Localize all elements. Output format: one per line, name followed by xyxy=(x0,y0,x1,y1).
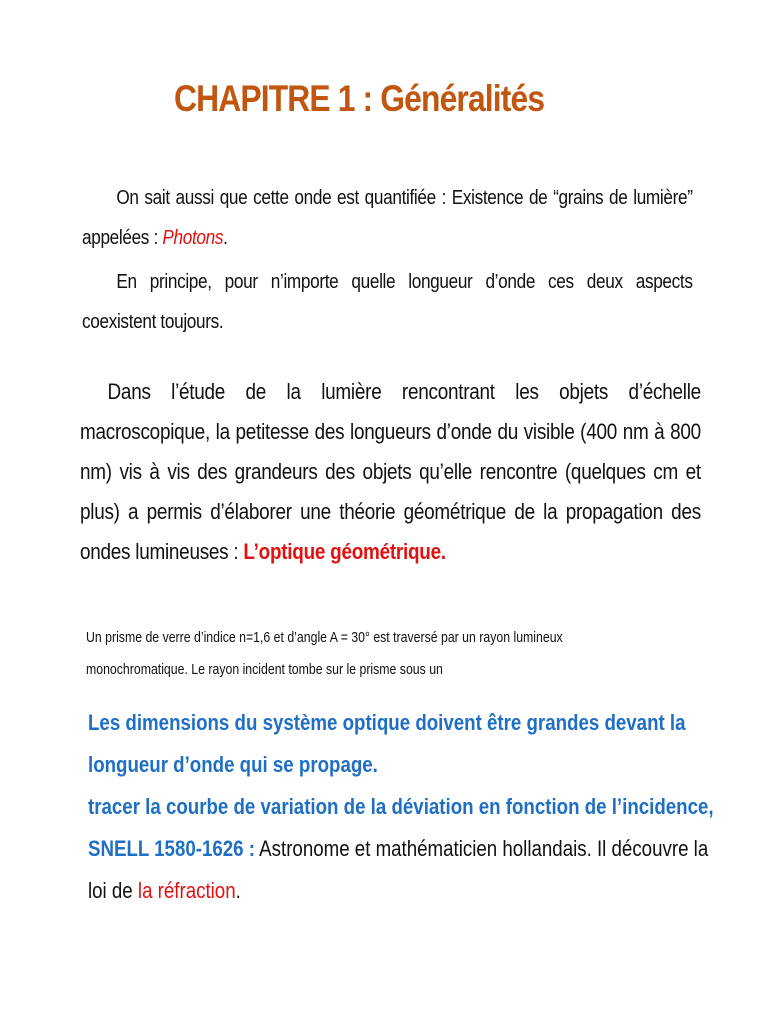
snell-line xyxy=(88,828,709,870)
paragraph-coexist xyxy=(82,262,693,342)
snell-label: SNELL 1580-1626 : xyxy=(88,836,256,861)
snell-text: Astronome et mathématicien hollandais. Il découvre la xyxy=(255,836,709,861)
refraction-text: loi de xyxy=(88,878,138,903)
summary-line-3: tracer la courbe de variation de la déviation en fonction de l’incidence, xyxy=(88,794,714,819)
summary-line-2: longueur d’onde qui se propage. xyxy=(88,752,378,777)
refraction-highlight: la réfraction xyxy=(137,878,236,903)
paragraph-photons xyxy=(82,178,693,258)
photons-highlight: Photons xyxy=(162,227,224,249)
note-line-1: Un prisme de verre d’indice n=1,6 et d’angle A = 30° est traversé par un rayon lumineux xyxy=(86,629,563,646)
refraction-line xyxy=(88,870,666,912)
paragraph-text-end: . xyxy=(223,227,228,249)
prism-exercise-note xyxy=(86,622,594,686)
refraction-end: . xyxy=(235,878,241,903)
page-title: CHAPITRE 1 : Généralités xyxy=(174,78,545,119)
paragraph-optique xyxy=(80,372,701,572)
optique-geometrique-highlight: L’optique géométrique. xyxy=(243,539,446,564)
paragraph-text: On sait aussi que cette onde est quantifiée : Existence de “grains de lumière” appelées : xyxy=(82,187,693,249)
summary-line-1: Les dimensions du système optique doivent être grandes devant la xyxy=(88,710,686,735)
paragraph-text: En principe, pour n’importe quelle longueur d’onde ces deux aspects coexistent toujours. xyxy=(82,271,693,333)
note-line-2: monochromatique. Le rayon incident tombe sur le prisme sous un xyxy=(86,661,443,678)
paragraph-text: Dans l’étude de la lumière rencontrant les objets d’échelle macroscopique, la petitesse des longueurs d’onde du visible (400 nm à 800 nm) vis à vis des grandeurs des objets qu’elle rencontre (quelques cm et plus) a permis d’élaborer une théorie géométrique de la propagation des ondes lumineuses : xyxy=(80,379,701,564)
optics-summary-block xyxy=(88,702,714,912)
